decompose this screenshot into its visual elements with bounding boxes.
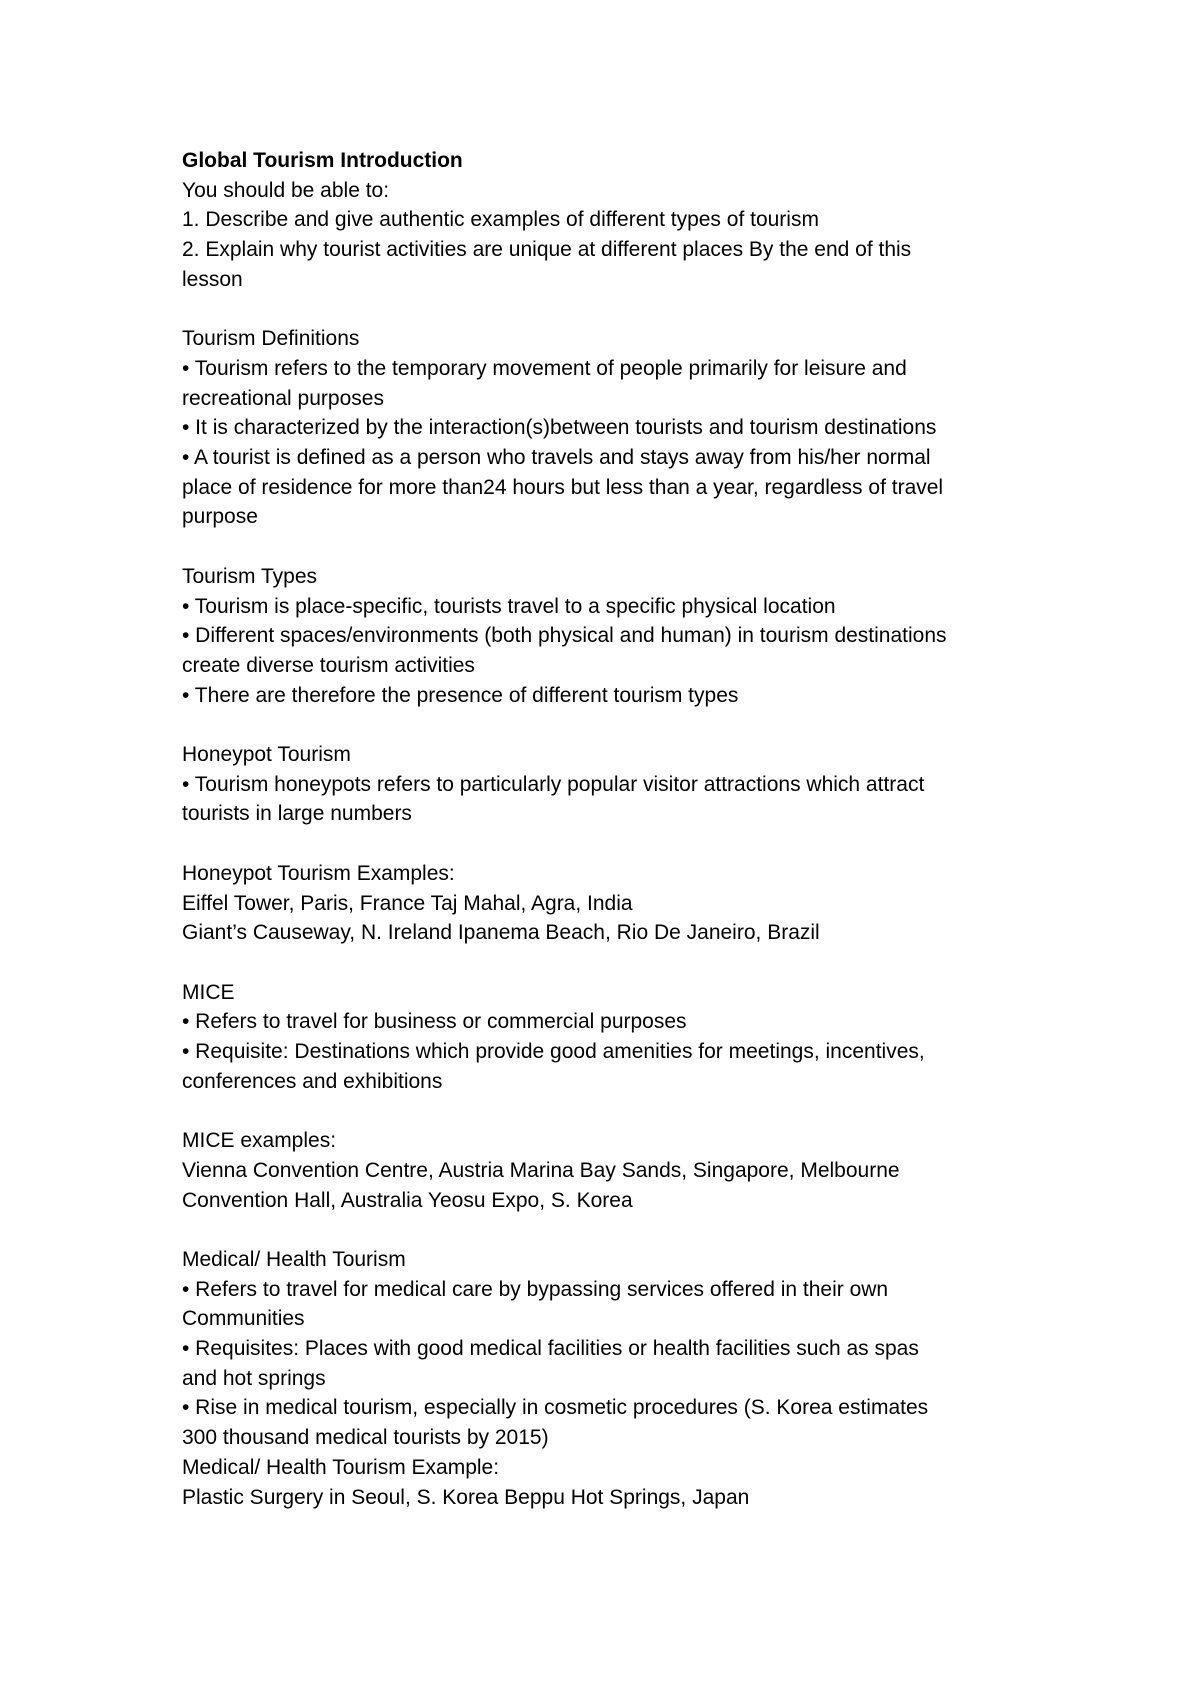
paragraph-spacer <box>182 1215 1062 1245</box>
section-line: • Requisites: Places with good medical facilities or health facilities such as spas <box>182 1337 919 1361</box>
section-heading: Tourism Definitions <box>182 327 360 351</box>
section-line: 300 thousand medical tourists by 2015) <box>182 1426 549 1450</box>
section-medical-health-tourism <box>182 1245 1062 1512</box>
section-heading: Tourism Types <box>182 564 317 588</box>
section-line: • There are therefore the presence of different tourism types <box>182 683 739 707</box>
objectives-line: lesson <box>182 267 243 291</box>
section-line: • Tourism honeypots refers to particularly popular visitor attractions which attract <box>182 772 925 796</box>
section-line: Eiffel Tower, Paris, France Taj Mahal, Agra, India <box>182 891 633 915</box>
paragraph-spacer <box>182 532 1062 562</box>
section-line: Convention Hall, Australia Yeosu Expo, S. Korea <box>182 1188 633 1212</box>
section-line: Giant’s Causeway, N. Ireland Ipanema Beach, Rio De Janeiro, Brazil <box>182 921 820 945</box>
section-line: and hot springs <box>182 1366 326 1390</box>
paragraph-spacer <box>182 710 1062 740</box>
section-honeypot-examples <box>182 859 1062 948</box>
section-line: • Refers to travel for business or commercial purposes <box>182 1010 687 1034</box>
objectives-line: 2. Explain why tourist activities are unique at different places By the end of this <box>182 238 912 262</box>
objectives-line: 1. Describe and give authentic examples of different types of tourism <box>182 208 819 232</box>
section-line: • It is characterized by the interaction(s)between tourists and tourism destinations <box>182 416 937 440</box>
section-heading: Medical/ Health Tourism <box>182 1247 406 1271</box>
section-line: purpose <box>182 505 258 529</box>
section-heading: MICE examples: <box>182 1129 337 1153</box>
section-mice-examples <box>182 1126 1062 1215</box>
section-line: • Refers to travel for medical care by bypassing services offered in their own <box>182 1277 889 1301</box>
section-line: Communities <box>182 1307 305 1331</box>
section-tourism-types <box>182 562 1062 711</box>
section-line: Medical/ Health Tourism Example: <box>182 1455 500 1479</box>
section-line: • Tourism is place-specific, tourists travel to a specific physical location <box>182 594 836 618</box>
section-line: • A tourist is defined as a person who travels and stays away from his/her normal <box>182 446 931 470</box>
section-line: • Different spaces/environments (both physical and human) in tourism destinations <box>182 624 947 648</box>
section-line: recreational purposes <box>182 386 384 410</box>
section-line: create diverse tourism activities <box>182 653 475 677</box>
section-line: place of residence for more than24 hours but less than a year, regardless of travel <box>182 475 944 499</box>
paragraph-spacer <box>182 295 1062 325</box>
section-line: Plastic Surgery in Seoul, S. Korea Beppu Hot Springs, Japan <box>182 1485 750 1509</box>
section-line: • Rise in medical tourism, especially in cosmetic procedures (S. Korea estimates <box>182 1396 929 1420</box>
section-line: • Requisite: Destinations which provide good amenities for meetings, incentives, <box>182 1040 925 1064</box>
document-title: Global Tourism Introduction <box>182 149 463 172</box>
paragraph-spacer <box>182 829 1062 859</box>
section-mice <box>182 978 1062 1097</box>
paragraph-spacer <box>182 1096 1062 1126</box>
document-content <box>182 146 1062 1512</box>
section-honeypot-tourism <box>182 740 1062 829</box>
section-line: Vienna Convention Centre, Austria Marina Bay Sands, Singapore, Melbourne <box>182 1158 900 1182</box>
objectives-line: You should be able to: <box>182 178 390 202</box>
section-line: • Tourism refers to the temporary movement of people primarily for leisure and <box>182 356 907 380</box>
section-line: tourists in large numbers <box>182 802 412 826</box>
section-heading: Honeypot Tourism <box>182 743 351 767</box>
paragraph-spacer <box>182 948 1062 978</box>
section-tourism-definitions <box>182 324 1062 532</box>
section-line: conferences and exhibitions <box>182 1069 443 1093</box>
section-heading: Honeypot Tourism Examples: <box>182 861 455 885</box>
objectives-block <box>182 176 1062 295</box>
section-heading: MICE <box>182 980 235 1004</box>
